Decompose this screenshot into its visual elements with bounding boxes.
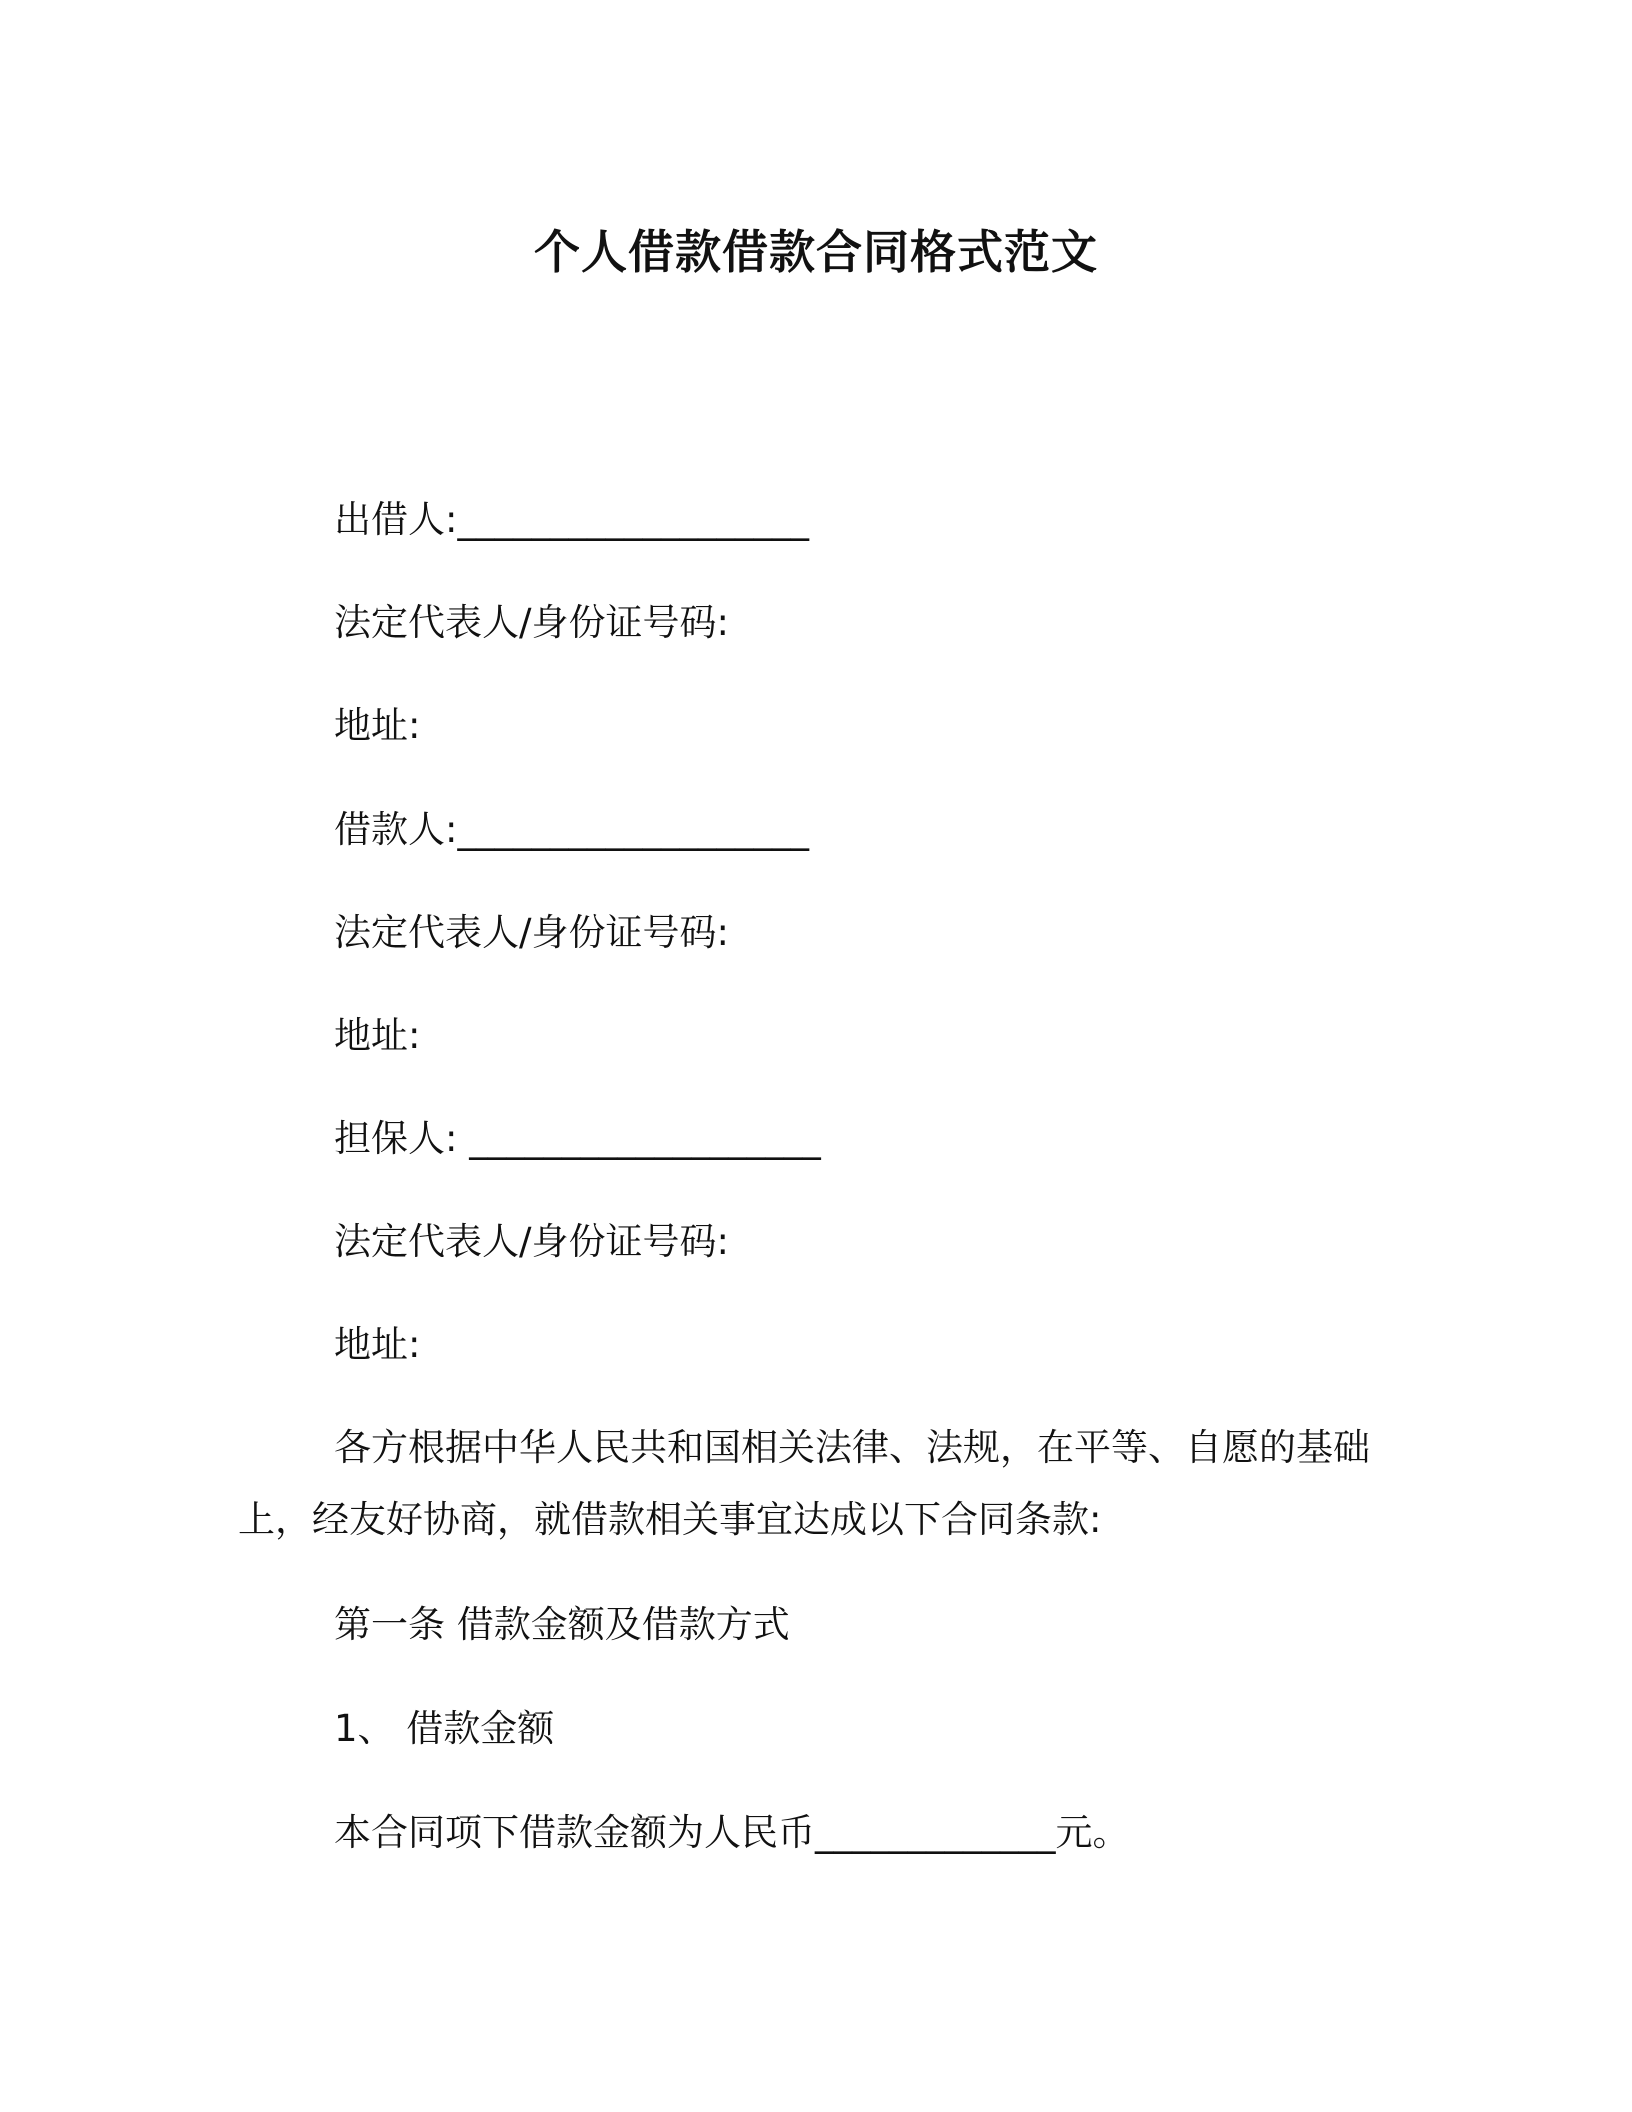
item-1-heading: 1、 借款金额 (334, 1707, 555, 1750)
borrower-rep-id-line: 法定代表人/身份证号码: (334, 911, 729, 954)
loan-amount-sentence: 本合同项下借款金额为人民币_____________元。 (334, 1811, 1130, 1854)
guarantor-name-line: 担保人: ___________________ (334, 1117, 821, 1160)
preamble-paragraph: 各方根据中华人民共和国相关法律、法规，在平等、自愿的基础上，经友好协商，就借款相关事宜达成以下合同条款: (238, 1426, 1370, 1541)
guarantor-rep-id-line: 法定代表人/身份证号码: (334, 1220, 729, 1263)
guarantor-address-line: 地址: (334, 1323, 421, 1366)
lender-address-line: 地址: (334, 704, 421, 747)
document-title: 个人借款借款合同格式范文 (534, 225, 1098, 279)
article-1-heading: 第一条 借款金额及借款方式 (334, 1603, 790, 1646)
lender-rep-id-line: 法定代表人/身份证号码: (334, 601, 729, 644)
borrower-address-line: 地址: (334, 1014, 421, 1057)
borrower-name-line: 借款人:___________________ (334, 808, 809, 851)
lender-name-line: 出借人:___________________ (334, 498, 809, 541)
